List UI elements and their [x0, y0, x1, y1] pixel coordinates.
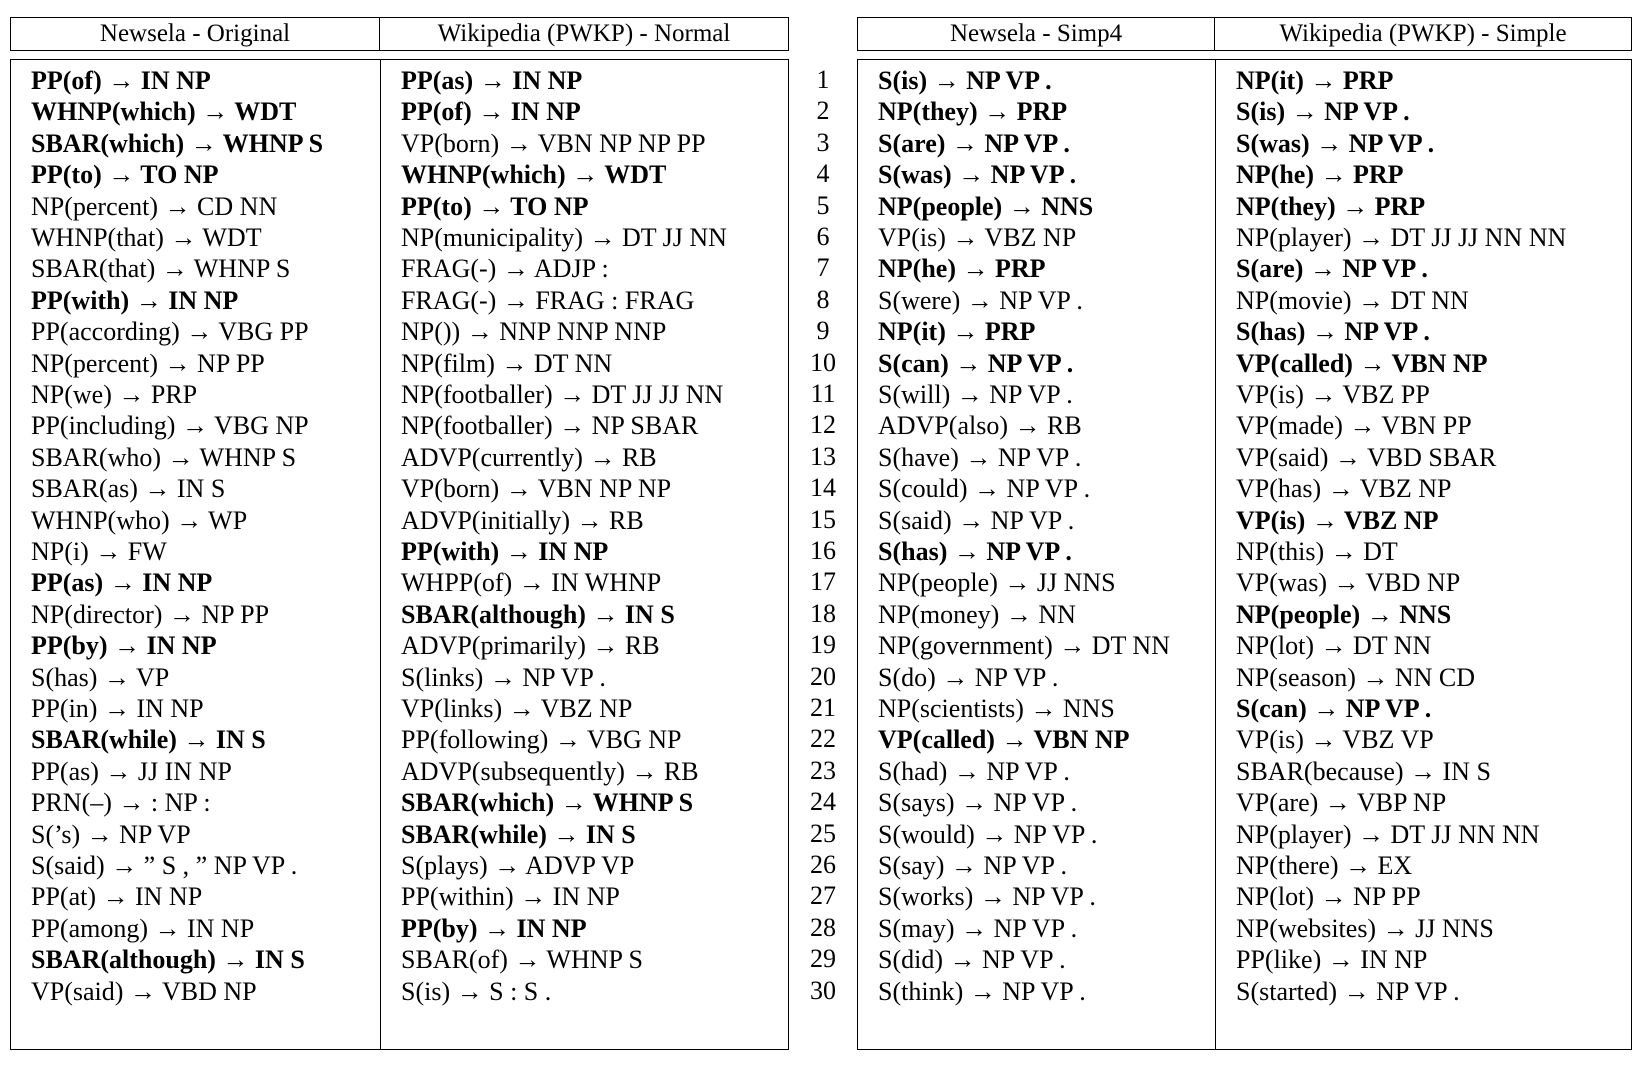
rule-cell: PP(with) → IN NP [401, 537, 609, 566]
rule-cell: NP(he) → PRP [1236, 160, 1404, 190]
left-table-body [10, 59, 789, 1050]
row-number: 2 [816, 96, 830, 126]
rule-cell: S(has) → NP VP . [878, 537, 1072, 566]
rule-cell: VP(are) → VBP NP [1236, 788, 1447, 818]
rule-cell: NP(he) → PRP [878, 254, 1046, 284]
rule-cell: S(said) → NP VP . [878, 505, 1075, 535]
rule-cell: WHNP(which) → WDT [31, 97, 297, 127]
rule-cell: PP(as) → IN NP [31, 568, 213, 598]
rule-cell: S(links) → NP VP . [401, 662, 606, 692]
rule-cell: ADVP(initially) → RB [401, 505, 644, 535]
rule-cell: WHNP(who) → WP [31, 505, 248, 535]
rule-cell: NP(people) → NNS [878, 191, 1094, 221]
header-newsela-original: Newsela - Original [99, 20, 291, 47]
row-number: 19 [810, 630, 836, 660]
rule-cell: NP(money) → NN [878, 599, 1076, 629]
rule-cell: SBAR(which) → WHNP S [31, 128, 324, 158]
rule-cell: S(works) → NP VP . [878, 882, 1096, 912]
rule-cell: S(plays) → ADVP VP [401, 851, 635, 880]
rule-cell: NP(lot) → DT NN [1236, 631, 1432, 661]
rule-cell: ADVP(also) → RB [878, 411, 1082, 441]
rule-cell: ADVP(primarily) → RB [401, 631, 660, 661]
rule-cell: SBAR(who) → WHNP S [31, 442, 297, 472]
rule-cell: S(started) → NP VP . [1236, 976, 1460, 1006]
rule-cell: PP(including) → VBG NP [31, 411, 309, 441]
row-number: 21 [810, 693, 836, 722]
rule-cell: SBAR(although) → IN S [401, 599, 675, 629]
rule-cell: NP(player) → DT JJ NN NN [1236, 819, 1540, 849]
rule-cell: PP(within) → IN NP [401, 882, 620, 912]
right-table-body [857, 59, 1632, 1050]
row-number: 15 [810, 504, 836, 534]
rule-cell: VP(was) → VBD NP [1236, 568, 1461, 598]
rule-cell: NP(we) → PRP [31, 380, 198, 409]
row-number: 13 [810, 441, 836, 471]
rule-cell: PP(by) → IN NP [31, 631, 217, 661]
rule-cell: PP(as) → JJ IN NP [31, 756, 232, 786]
rule-cell: PP(in) → IN NP [31, 694, 204, 723]
row-number: 4 [816, 159, 830, 189]
rule-cell: PP(among) → IN NP [31, 913, 255, 943]
rule-cell: S(are) → NP VP . [878, 128, 1070, 158]
rule-cell: NP(percent) → NP PP [31, 348, 265, 378]
rule-cell: S(can) → NP VP . [1236, 694, 1432, 723]
rule-cell: PP(with) → IN NP [31, 285, 239, 315]
left-table-header [10, 17, 789, 51]
rule-cell: VP(is) → VBZ NP [1236, 505, 1439, 535]
rule-cell: PP(following) → VBG NP [401, 725, 682, 755]
header-wiki-normal: Wikipedia (PWKP) - Normal [379, 18, 788, 50]
rule-cell: NP(lot) → NP PP [1236, 882, 1421, 912]
rule-cell: PP(of) → IN NP [401, 97, 581, 127]
rule-cell: NP(websites) → JJ NNS [1236, 913, 1494, 943]
rule-cell: S(may) → NP VP . [878, 913, 1078, 943]
row-number: 28 [810, 912, 836, 942]
rule-cell: S(had) → NP VP . [878, 756, 1070, 786]
rule-cell: FRAG(-) → FRAG : FRAG [401, 285, 695, 315]
rule-cell: S(will) → NP VP . [878, 380, 1073, 409]
rule-cell: S(is) → NP VP . [1236, 97, 1410, 127]
rule-cell: VP(made) → VBN PP [1236, 411, 1472, 441]
column-wiki-simple [1215, 60, 1633, 1049]
row-number: 6 [816, 222, 830, 251]
rule-cell: VP(is) → VBZ PP [1236, 380, 1430, 409]
rule-cell: NP(percent) → CD NN [31, 191, 278, 221]
column-newsela-simp4 [858, 60, 1215, 1049]
rule-cell: PP(like) → IN NP [1236, 945, 1428, 975]
row-number: 10 [810, 347, 836, 377]
rule-cell: S(think) → NP VP . [878, 976, 1086, 1006]
rule-cell: VP(called) → VBN NP [1236, 348, 1488, 378]
row-number: 30 [810, 975, 836, 1005]
rule-cell: NP(people) → NNS [1236, 599, 1452, 629]
rule-cell: WHNP(which) → WDT [401, 160, 667, 190]
rule-cell: S(were) → NP VP . [878, 285, 1083, 315]
rule-cell: WHPP(of) → IN WHNP [401, 568, 662, 598]
rule-cell: NP(film) → DT NN [401, 348, 613, 378]
rule-cell: NP(movie) → DT NN [1236, 285, 1469, 315]
column-row-numbers [789, 59, 857, 1050]
rule-cell: PP(to) → TO NP [401, 191, 589, 221]
row-number: 29 [810, 944, 836, 974]
rule-cell: NP(they) → PRP [1236, 191, 1426, 221]
rule-cell: VP(called) → VBN NP [878, 725, 1130, 755]
rule-cell: VP(links) → VBZ NP [401, 694, 633, 723]
rule-cell: S(could) → NP VP . [878, 474, 1091, 504]
row-number: 5 [816, 190, 830, 220]
row-number: 11 [810, 379, 836, 408]
row-number: 16 [810, 536, 836, 565]
rule-cell: S(says) → NP VP . [878, 788, 1078, 818]
row-number: 14 [810, 473, 836, 503]
rule-cell: S(is) → NP VP . [878, 66, 1052, 95]
column-wiki-normal [380, 60, 790, 1049]
rule-cell: PP(at) → IN NP [31, 882, 203, 912]
rule-cell: NP(government) → DT NN [878, 631, 1170, 661]
row-number: 23 [810, 755, 836, 785]
rule-cell: NP(season) → NN CD [1236, 662, 1476, 692]
rule-cell: S(do) → NP VP . [878, 662, 1059, 692]
rule-cell: S(’s) → NP VP [31, 819, 191, 849]
rule-cell: NP(player) → DT JJ JJ NN NN [1236, 223, 1567, 252]
row-number: 26 [810, 850, 836, 879]
rule-cell: NP(it) → PRP [878, 317, 1036, 347]
row-number: 12 [810, 410, 836, 440]
rule-cell: S(say) → NP VP . [878, 851, 1068, 880]
rule-cell: NP(they) → PRP [878, 97, 1068, 127]
rule-cell: SBAR(as) → IN S [31, 474, 226, 504]
row-number: 17 [810, 567, 836, 597]
rule-cell: NP(it) → PRP [1236, 66, 1394, 95]
rule-cell: VP(said) → VBD NP [31, 976, 257, 1006]
right-table-header [857, 17, 1632, 51]
rule-cell: NP(there) → EX [1236, 851, 1413, 880]
rule-cell: NP(people) → JJ NNS [878, 568, 1116, 598]
row-number: 24 [810, 787, 836, 817]
rule-cell: S(are) → NP VP . [1236, 254, 1428, 284]
rule-cell: VP(born) → VBN NP NP PP [401, 128, 706, 158]
row-number: 25 [810, 818, 836, 848]
rule-cell: WHNP(that) → WDT [31, 223, 262, 252]
rule-cell: ADVP(subsequently) → RB [401, 756, 699, 786]
rule-cell: NP(footballer) → DT JJ JJ NN [401, 380, 724, 409]
row-number: 22 [810, 724, 836, 754]
rule-cell: VP(has) → VBZ NP [1236, 474, 1452, 504]
rule-cell: FRAG(-) → ADJP : [401, 254, 609, 284]
row-number: 18 [810, 598, 836, 628]
rule-cell: SBAR(while) → IN S [31, 725, 266, 755]
rule-cell: S(has) → NP VP . [1236, 317, 1430, 347]
rule-cell: SBAR(of) → WHNP S [401, 945, 643, 975]
rule-cell: PP(to) → TO NP [31, 160, 219, 190]
rule-cell: S(has) → VP [31, 662, 170, 692]
row-number: 27 [810, 881, 836, 911]
rule-cell: S(would) → NP VP . [878, 819, 1098, 849]
rule-cell: NP()) → NNP NNP NNP [401, 317, 667, 347]
rule-cell: S(was) → NP VP . [1236, 128, 1435, 158]
rule-cell: SBAR(which) → WHNP S [401, 788, 694, 818]
row-number: 7 [816, 253, 830, 283]
rule-cell: PRN(–) → : NP : [31, 788, 211, 818]
rule-cell: ADVP(currently) → RB [401, 442, 657, 472]
rule-cell: S(did) → NP VP . [878, 945, 1066, 975]
rule-cell: NP(scientists) → NNS [878, 694, 1115, 723]
rule-cell: NP(director) → NP PP [31, 599, 270, 629]
rule-cell: S(is) → S : S . [401, 976, 552, 1006]
rule-cell: VP(is) → VBZ VP [1236, 725, 1434, 755]
rule-cell: S(have) → NP VP . [878, 442, 1082, 472]
rule-cell: S(was) → NP VP . [878, 160, 1077, 190]
rule-cell: VP(born) → VBN NP NP [401, 474, 672, 504]
header-wiki-simple: Wikipedia (PWKP) - Simple [1214, 18, 1631, 50]
rule-cell: S(said) → ” S , ” NP VP . [31, 851, 298, 880]
rule-cell: PP(by) → IN NP [401, 913, 587, 943]
column-newsela-original [11, 60, 380, 1049]
rule-cell: NP(footballer) → NP SBAR [401, 411, 699, 441]
rule-cell: NP(this) → DT [1236, 537, 1398, 566]
row-number: 20 [810, 661, 836, 691]
row-number: 3 [816, 127, 830, 157]
header-newsela-simp4: Newsela - Simp4 [949, 20, 1123, 47]
row-number: 8 [816, 284, 830, 314]
rule-cell: VP(is) → VBZ NP [878, 223, 1077, 252]
row-number: 1 [816, 65, 830, 94]
rule-cell: NP(i) → FW [31, 537, 167, 566]
rule-cell: SBAR(that) → WHNP S [31, 254, 291, 284]
rule-cell: S(can) → NP VP . [878, 348, 1074, 378]
rule-cell: SBAR(while) → IN S [401, 819, 636, 849]
rule-cell: PP(according) → VBG PP [31, 317, 309, 347]
rule-cell: SBAR(although) → IN S [31, 945, 305, 975]
rule-cell: VP(said) → VBD SBAR [1236, 442, 1497, 472]
rule-cell: SBAR(because) → IN S [1236, 756, 1491, 786]
row-number: 9 [816, 316, 830, 346]
rule-cell: PP(as) → IN NP [401, 66, 583, 95]
rule-cell: NP(municipality) → DT JJ NN [401, 223, 727, 252]
rule-cell: PP(of) → IN NP [31, 66, 211, 95]
